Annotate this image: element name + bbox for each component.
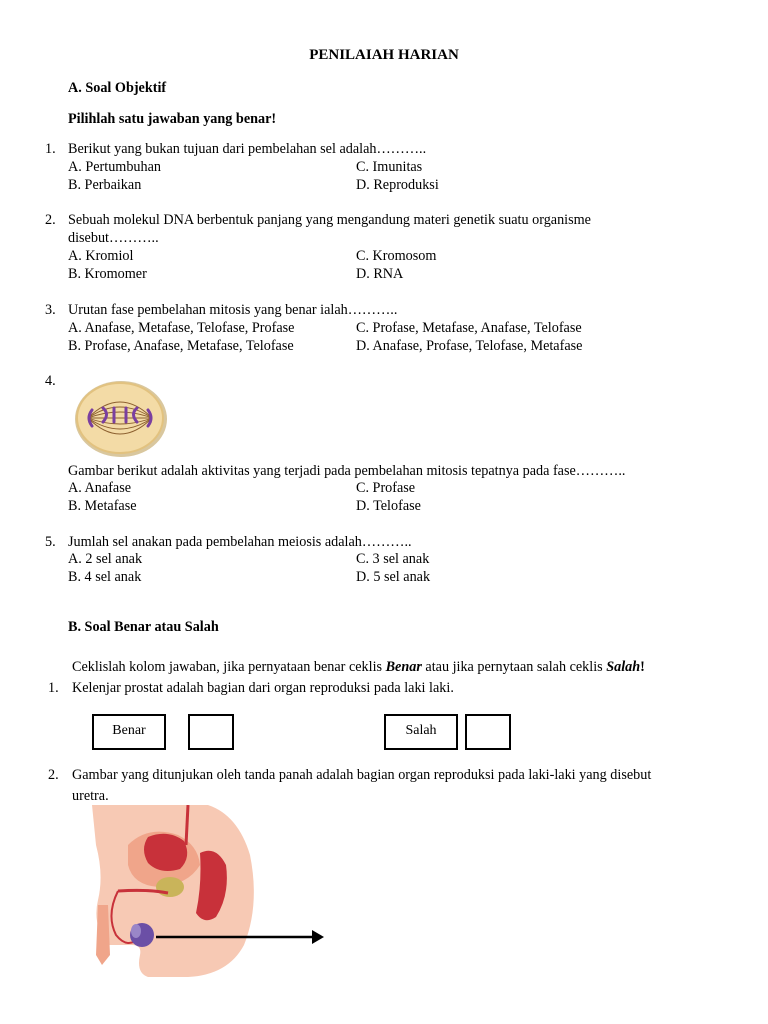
option-d: D. Anafase, Profase, Telofase, Metafase [356,338,583,354]
question-text: Gambar berikut adalah aktivitas yang terjadi pada pembelahan mitosis tepatnya pada fase……….. [68,463,626,479]
question-number: 1. [48,680,59,696]
option-b: B. Kromomer [68,266,147,282]
question-number: 4. [45,373,56,389]
question-number: 2. [45,212,56,228]
option-a: A. Anafase [68,480,132,496]
option-c: C. Profase [356,480,416,496]
option-a: A. Anafase, Metafase, Telofase, Profase [68,320,295,336]
question-text: Urutan fase pembelahan mitosis yang benar ialah……….. [68,302,398,318]
question-number: 1. [45,141,56,157]
instruction-end: ! [640,659,645,675]
instruction-benar: Benar [385,659,422,675]
benar-checkbox[interactable] [188,714,234,750]
option-b: B. Perbaikan [68,177,142,193]
question-text: Gambar yang ditunjukan oleh tanda panah adalah bagian organ reproduksi pada laki-laki yang disebut [72,767,652,783]
section-a-instruction: Pilihlah satu jawaban yang benar! [68,111,277,127]
question-number: 3. [45,302,56,318]
salah-checkbox[interactable] [465,714,511,750]
question-text: Kelenjar prostat adalah bagian dari organ reproduksi pada laki laki. [72,680,454,696]
option-b: B. 4 sel anak [68,569,142,585]
option-b: B. Metafase [68,498,137,514]
option-d: D. Reproduksi [356,177,439,193]
salah-label-box: Salah [384,714,458,750]
instruction-salah: Salah [606,659,641,675]
option-a: A. 2 sel anak [68,551,143,567]
section-b-instruction [72,658,645,676]
section-b-heading: B. Soal Benar atau Salah [68,619,219,635]
option-b: B. Profase, Anafase, Metafase, Telofase [68,338,294,354]
option-c: C. Profase, Metafase, Anafase, Telofase [356,320,582,336]
option-d: D. Telofase [356,498,421,514]
question-number: 5. [45,534,56,550]
question-text: Sebuah molekul DNA berbentuk panjang yang mengandung materi genetik suatu organisme [68,212,591,228]
question-text: Jumlah sel anakan pada pembelahan meiosis adalah……….. [68,534,412,550]
mitosis-cell-image [72,378,170,460]
section-a-heading: A. Soal Objektif [68,80,167,96]
option-c: C. Kromosom [356,248,437,264]
option-c: C. 3 sel anak [356,551,430,567]
benar-label-box: Benar [92,714,166,750]
instruction-text: Ceklislah kolom jawaban, jika pernyataan benar ceklis [72,659,386,675]
male-reproductive-organ-image [88,805,328,977]
question-text: Berikut yang bukan tujuan dari pembelahan sel adalah……….. [68,141,427,157]
page-title: PENILAIAH HARIAN [309,47,459,63]
option-c: C. Imunitas [356,159,423,175]
option-d: D. 5 sel anak [356,569,431,585]
instruction-text: atau jika pernytaan salah ceklis [421,659,607,675]
option-d: D. RNA [356,266,404,282]
option-a: A. Kromiol [68,248,134,264]
option-a: A. Pertumbuhan [68,159,161,175]
question-text-cont: uretra. [72,788,109,804]
question-text-cont: disebut……….. [68,230,159,246]
question-number: 2. [48,767,59,783]
